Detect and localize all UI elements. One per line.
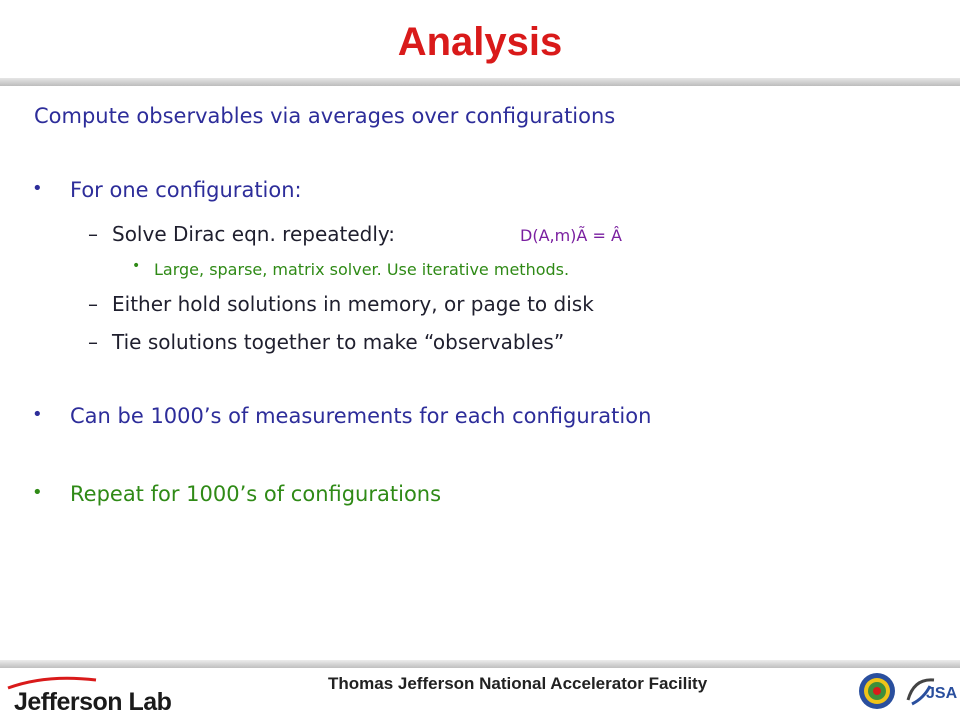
doe-seal-icon: [858, 672, 896, 710]
sub-1-text: Solve Dirac eqn. repeatedly:: [112, 222, 396, 246]
jsa-logo-icon: [904, 672, 958, 712]
title-divider: [0, 78, 960, 86]
bullet-2-text: Can be 1000’s of measurements for each configuration: [70, 404, 652, 428]
slide-footer: [0, 660, 960, 720]
bullet-dot-icon: •: [32, 404, 43, 425]
slide-title: Analysis: [397, 20, 563, 64]
bullet-dot-icon: •: [132, 258, 141, 274]
bullet-1-text: For one configuration:: [70, 178, 302, 202]
bullet-3-text: Repeat for 1000’s of configurations: [70, 482, 442, 506]
sub-3-text: Tie solutions together to make “observables”: [112, 330, 565, 354]
footer-divider: [0, 660, 960, 668]
dash-icon: –: [88, 330, 98, 354]
sub-1-detail: Large, sparse, matrix solver. Use iterative methods.: [154, 260, 570, 279]
sub-2-text: Either hold solutions in memory, or page to disk: [112, 292, 594, 316]
dash-icon: –: [88, 292, 98, 316]
bullet-dot-icon: •: [32, 482, 43, 503]
svg-text:JSA: JSA: [926, 685, 958, 702]
facility-name: Thomas Jefferson National Accelerator Facility: [328, 674, 708, 693]
bullet-dot-icon: •: [32, 178, 43, 199]
intro-text: Compute observables via averages over configurations: [34, 104, 616, 128]
jefferson-lab-logo: Jefferson Lab: [14, 688, 172, 716]
dash-icon: –: [88, 222, 98, 246]
dirac-equation: D(A,m)Ã = Â: [520, 226, 622, 245]
